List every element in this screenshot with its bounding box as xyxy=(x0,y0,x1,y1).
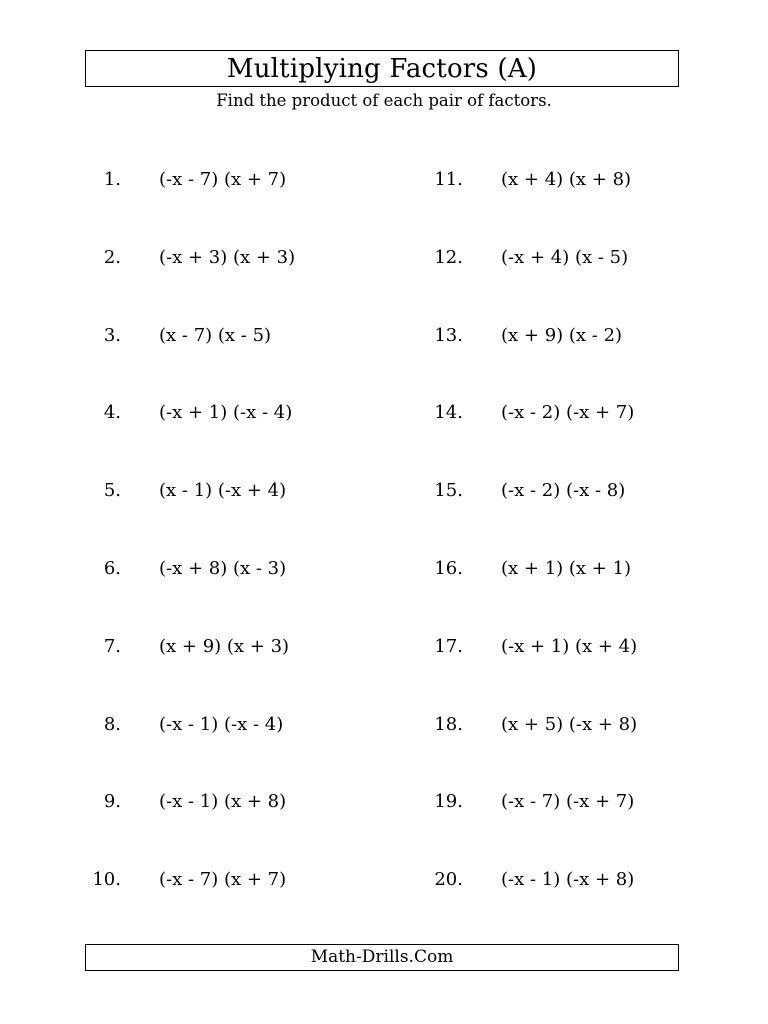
problem-expression: (x + 4) (x + 8) xyxy=(501,169,632,190)
problem-number: 16. xyxy=(434,558,463,579)
problem-number: 17. xyxy=(434,635,463,657)
problem-expression: (-x + 4) (x - 5) xyxy=(501,246,629,268)
problem-expression: (x - 7) (x - 5) xyxy=(159,324,272,346)
problem-expression: (-x - 2) (-x - 8) xyxy=(501,480,626,502)
problem-number: 8. xyxy=(103,713,121,735)
problem-expression: (-x + 1) (x + 4) xyxy=(501,635,638,657)
problem-number: 5. xyxy=(103,480,121,502)
problem-expression: (-x + 1) (-x - 4) xyxy=(159,402,293,424)
problem-number: 13. xyxy=(434,324,463,346)
problem-expression: (-x - 1) (x + 8) xyxy=(159,791,287,813)
problem-number: 12. xyxy=(434,246,463,268)
footer-site: Math-Drills.Com xyxy=(310,947,454,967)
problem-number: 9. xyxy=(103,791,121,813)
problem-expression: (-x - 7) (-x + 7) xyxy=(501,791,635,813)
problem-number: 20. xyxy=(434,869,463,891)
problem-expression: (-x - 1) (-x + 8) xyxy=(501,869,635,891)
problem-number: 18. xyxy=(434,713,463,735)
problem-expression: (x - 1) (-x + 4) xyxy=(159,480,287,502)
problem-number: 4. xyxy=(103,402,121,424)
problem-number: 7. xyxy=(103,635,121,657)
problem-number: 14. xyxy=(434,402,463,424)
instructions: Find the product of each pair of factors. xyxy=(216,91,552,110)
worksheet-title: Multiplying Factors (A) xyxy=(226,53,538,84)
problem-expression: (x + 9) (x + 3) xyxy=(159,635,290,657)
problem-expression: (x + 5) (-x + 8) xyxy=(501,713,638,735)
problem-number: 11. xyxy=(434,169,463,190)
problem-expression: (x + 9) (x - 2) xyxy=(501,324,623,346)
problem-number: 15. xyxy=(434,480,463,502)
title-box xyxy=(85,50,679,87)
problem-expression: (-x - 1) (-x - 4) xyxy=(159,713,284,735)
footer-box xyxy=(85,944,679,971)
problem-number: 10. xyxy=(92,869,121,891)
problem-expression: (-x + 8) (x - 3) xyxy=(159,558,287,579)
problem-number: 6. xyxy=(103,558,121,579)
problem-number: 1. xyxy=(103,169,121,190)
problem-expression: (-x - 7) (x + 7) xyxy=(159,869,287,891)
problem-number: 19. xyxy=(434,791,463,813)
problem-expression: (-x + 3) (x + 3) xyxy=(159,246,296,268)
problem-number: 3. xyxy=(103,324,121,346)
problem-expression: (x + 1) (x + 1) xyxy=(501,558,632,579)
problem-expression: (-x - 2) (-x + 7) xyxy=(501,402,635,424)
problem-expression: (-x - 7) (x + 7) xyxy=(159,169,287,190)
problem-number: 2. xyxy=(103,246,121,268)
